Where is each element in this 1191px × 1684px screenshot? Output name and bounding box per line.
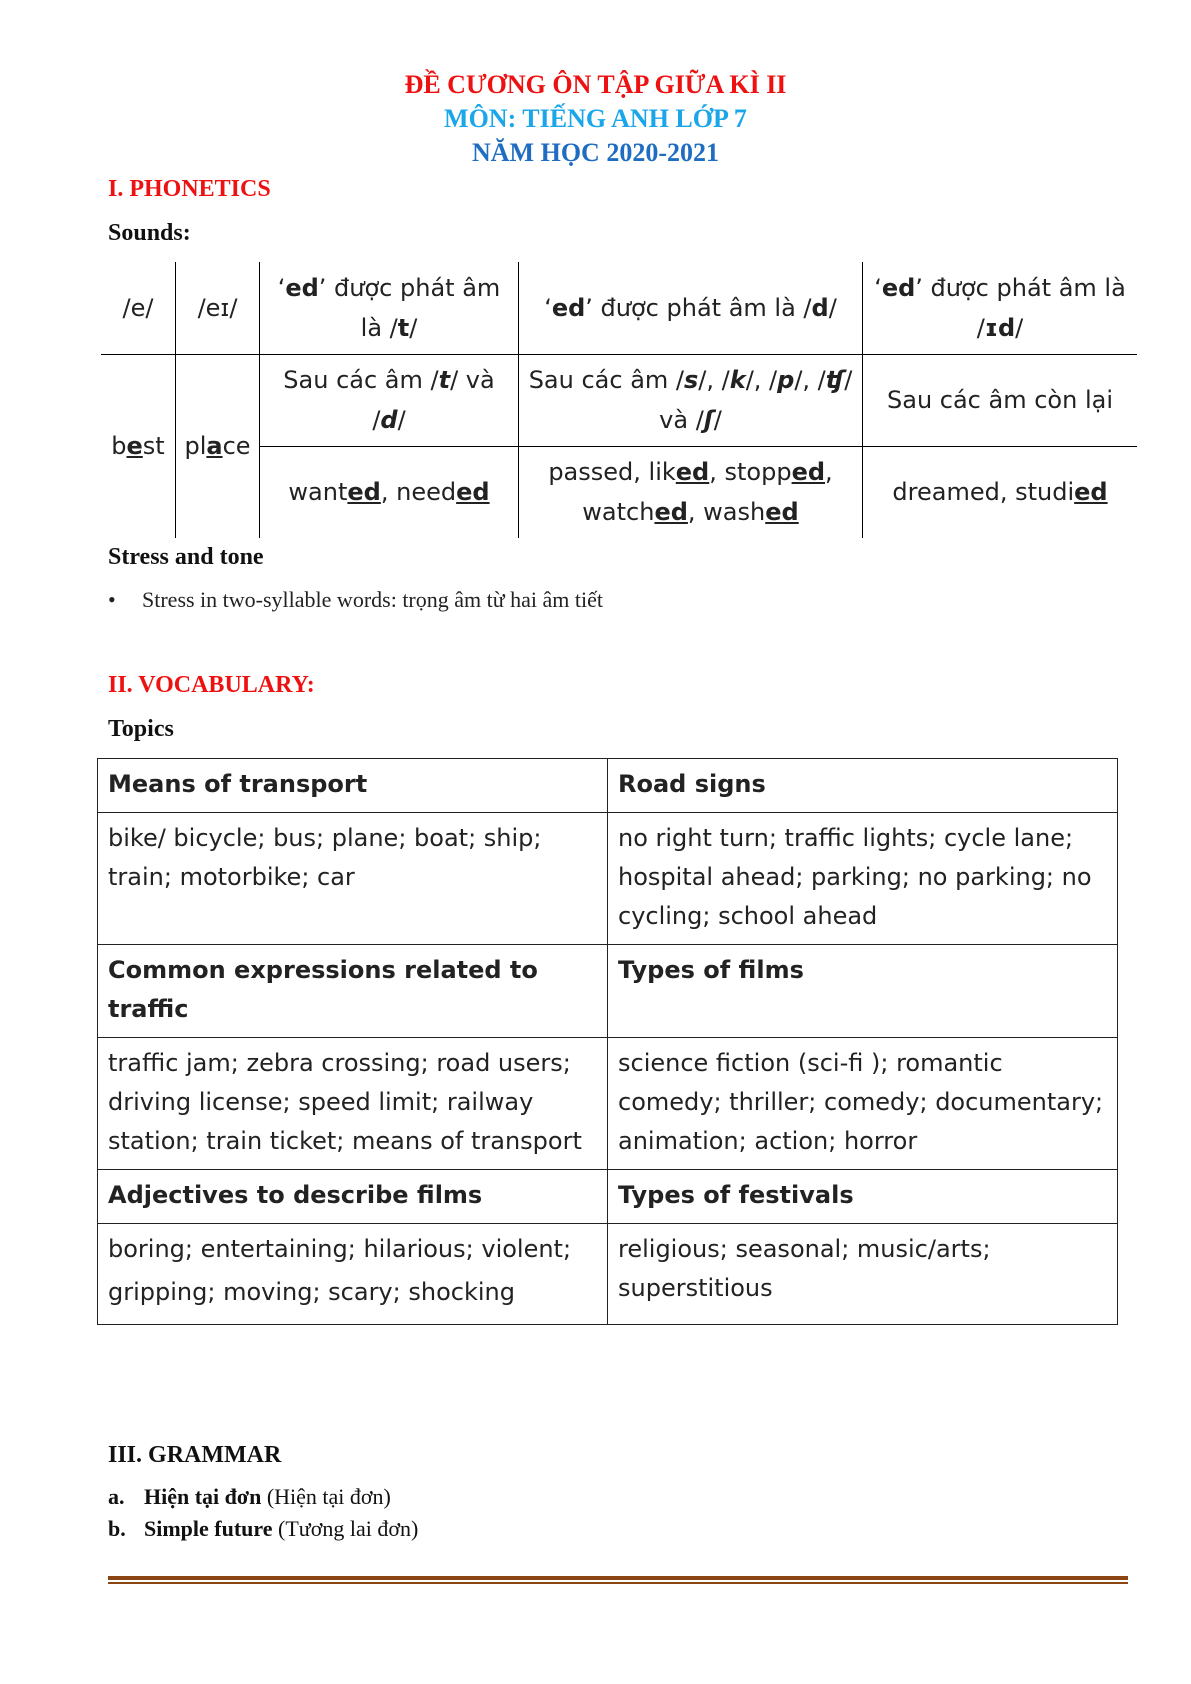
adjectives-words bbox=[98, 1224, 608, 1325]
doc-year: NĂM HỌC 2020-2021 bbox=[472, 138, 719, 167]
phonetics-table bbox=[101, 262, 1137, 538]
rule-t: Sau các âm /t/ và /d/ bbox=[260, 354, 519, 446]
example-word-best: best bbox=[111, 432, 165, 461]
festivals-words: religious; seasonal; music/arts; superstitious bbox=[608, 1224, 1118, 1325]
stress-heading: Stress and tone bbox=[108, 544, 264, 570]
section-vocabulary-heading: II. VOCABULARY: bbox=[108, 672, 315, 698]
ed-t-header: ‘ed’ được phát âm là /t/ bbox=[260, 262, 519, 354]
topic-transport-header: Means of transport bbox=[98, 759, 608, 813]
footer-rule bbox=[108, 1576, 1128, 1584]
examples-t: wanted, needed bbox=[260, 446, 519, 538]
transport-words: bike/ bicycle; bus; plane; boat; ship; train; motorbike; car bbox=[98, 813, 608, 945]
vocabulary-table bbox=[97, 758, 1118, 1325]
topics-label: Topics bbox=[108, 716, 174, 742]
rule-id: Sau các âm còn lại bbox=[863, 354, 1138, 446]
table-row bbox=[98, 1170, 1118, 1224]
doc-subject: MÔN: TIẾNG ANH LỚP 7 bbox=[444, 104, 747, 133]
rule-d: Sau các âm /s/, /k/, /p/, /ʧ/ và /ʃ/ bbox=[519, 354, 863, 446]
bullet-dot-icon: • bbox=[108, 587, 116, 612]
table-row bbox=[98, 813, 1118, 945]
section-phonetics-heading: I. PHONETICS bbox=[108, 176, 271, 202]
sounds-label: Sounds: bbox=[108, 220, 191, 246]
expressions-words: traffic jam; zebra crossing; road users; driving license; speed limit; railway station; train ticket; means of transport bbox=[98, 1038, 608, 1170]
topic-expressions-header: Common expressions related to traffic bbox=[98, 945, 608, 1038]
doc-title: ĐỀ CƯƠNG ÔN TẬP GIỮA KÌ II bbox=[404, 70, 787, 99]
table-row bbox=[98, 759, 1118, 813]
examples-id: dreamed, studied bbox=[863, 446, 1138, 538]
topic-festivals-header: Types of festivals bbox=[608, 1170, 1118, 1224]
film-types-words: science fiction (sci-fi ); romantic comedy; thriller; comedy; documentary; animation; action; horror bbox=[608, 1038, 1118, 1170]
stress-list-item: • Stress in two-syllable words: trọng âm từ hai âm tiết bbox=[108, 587, 604, 612]
sound-e-header: /e/ bbox=[101, 262, 176, 354]
ed-d-header: ‘ed’ được phát âm là /d/ bbox=[519, 262, 863, 354]
section-grammar-heading: III. GRAMMAR bbox=[108, 1442, 282, 1468]
adjectives-line-1: boring; entertaining; hilarious; violent; bbox=[108, 1235, 572, 1263]
topic-film-types-header: Types of films bbox=[608, 945, 1118, 1038]
adjectives-line-2: gripping; moving; scary; shocking bbox=[108, 1278, 515, 1306]
road-signs-words: no right turn; traffic lights; cycle lane; hospital ahead; parking; no parking; no cycling; school ahead bbox=[608, 813, 1118, 945]
table-row bbox=[98, 945, 1118, 1038]
topic-adjectives-header: Adjectives to describe films bbox=[98, 1170, 608, 1224]
sound-ei-header: /eɪ/ bbox=[176, 262, 260, 354]
grammar-item-b: b. Simple future (Tương lai đơn) bbox=[108, 1516, 419, 1541]
table-row bbox=[98, 1038, 1118, 1170]
ed-id-header: ‘ed’ được phát âm là /ɪd/ bbox=[863, 262, 1138, 354]
example-word-place: place bbox=[176, 354, 260, 538]
grammar-item-a: a. Hiện tại đơn (Hiện tại đơn) bbox=[108, 1484, 391, 1509]
table-row bbox=[98, 1224, 1118, 1325]
examples-d: passed, liked, stopped, watched, washed bbox=[519, 446, 863, 538]
topic-road-signs-header: Road signs bbox=[608, 759, 1118, 813]
